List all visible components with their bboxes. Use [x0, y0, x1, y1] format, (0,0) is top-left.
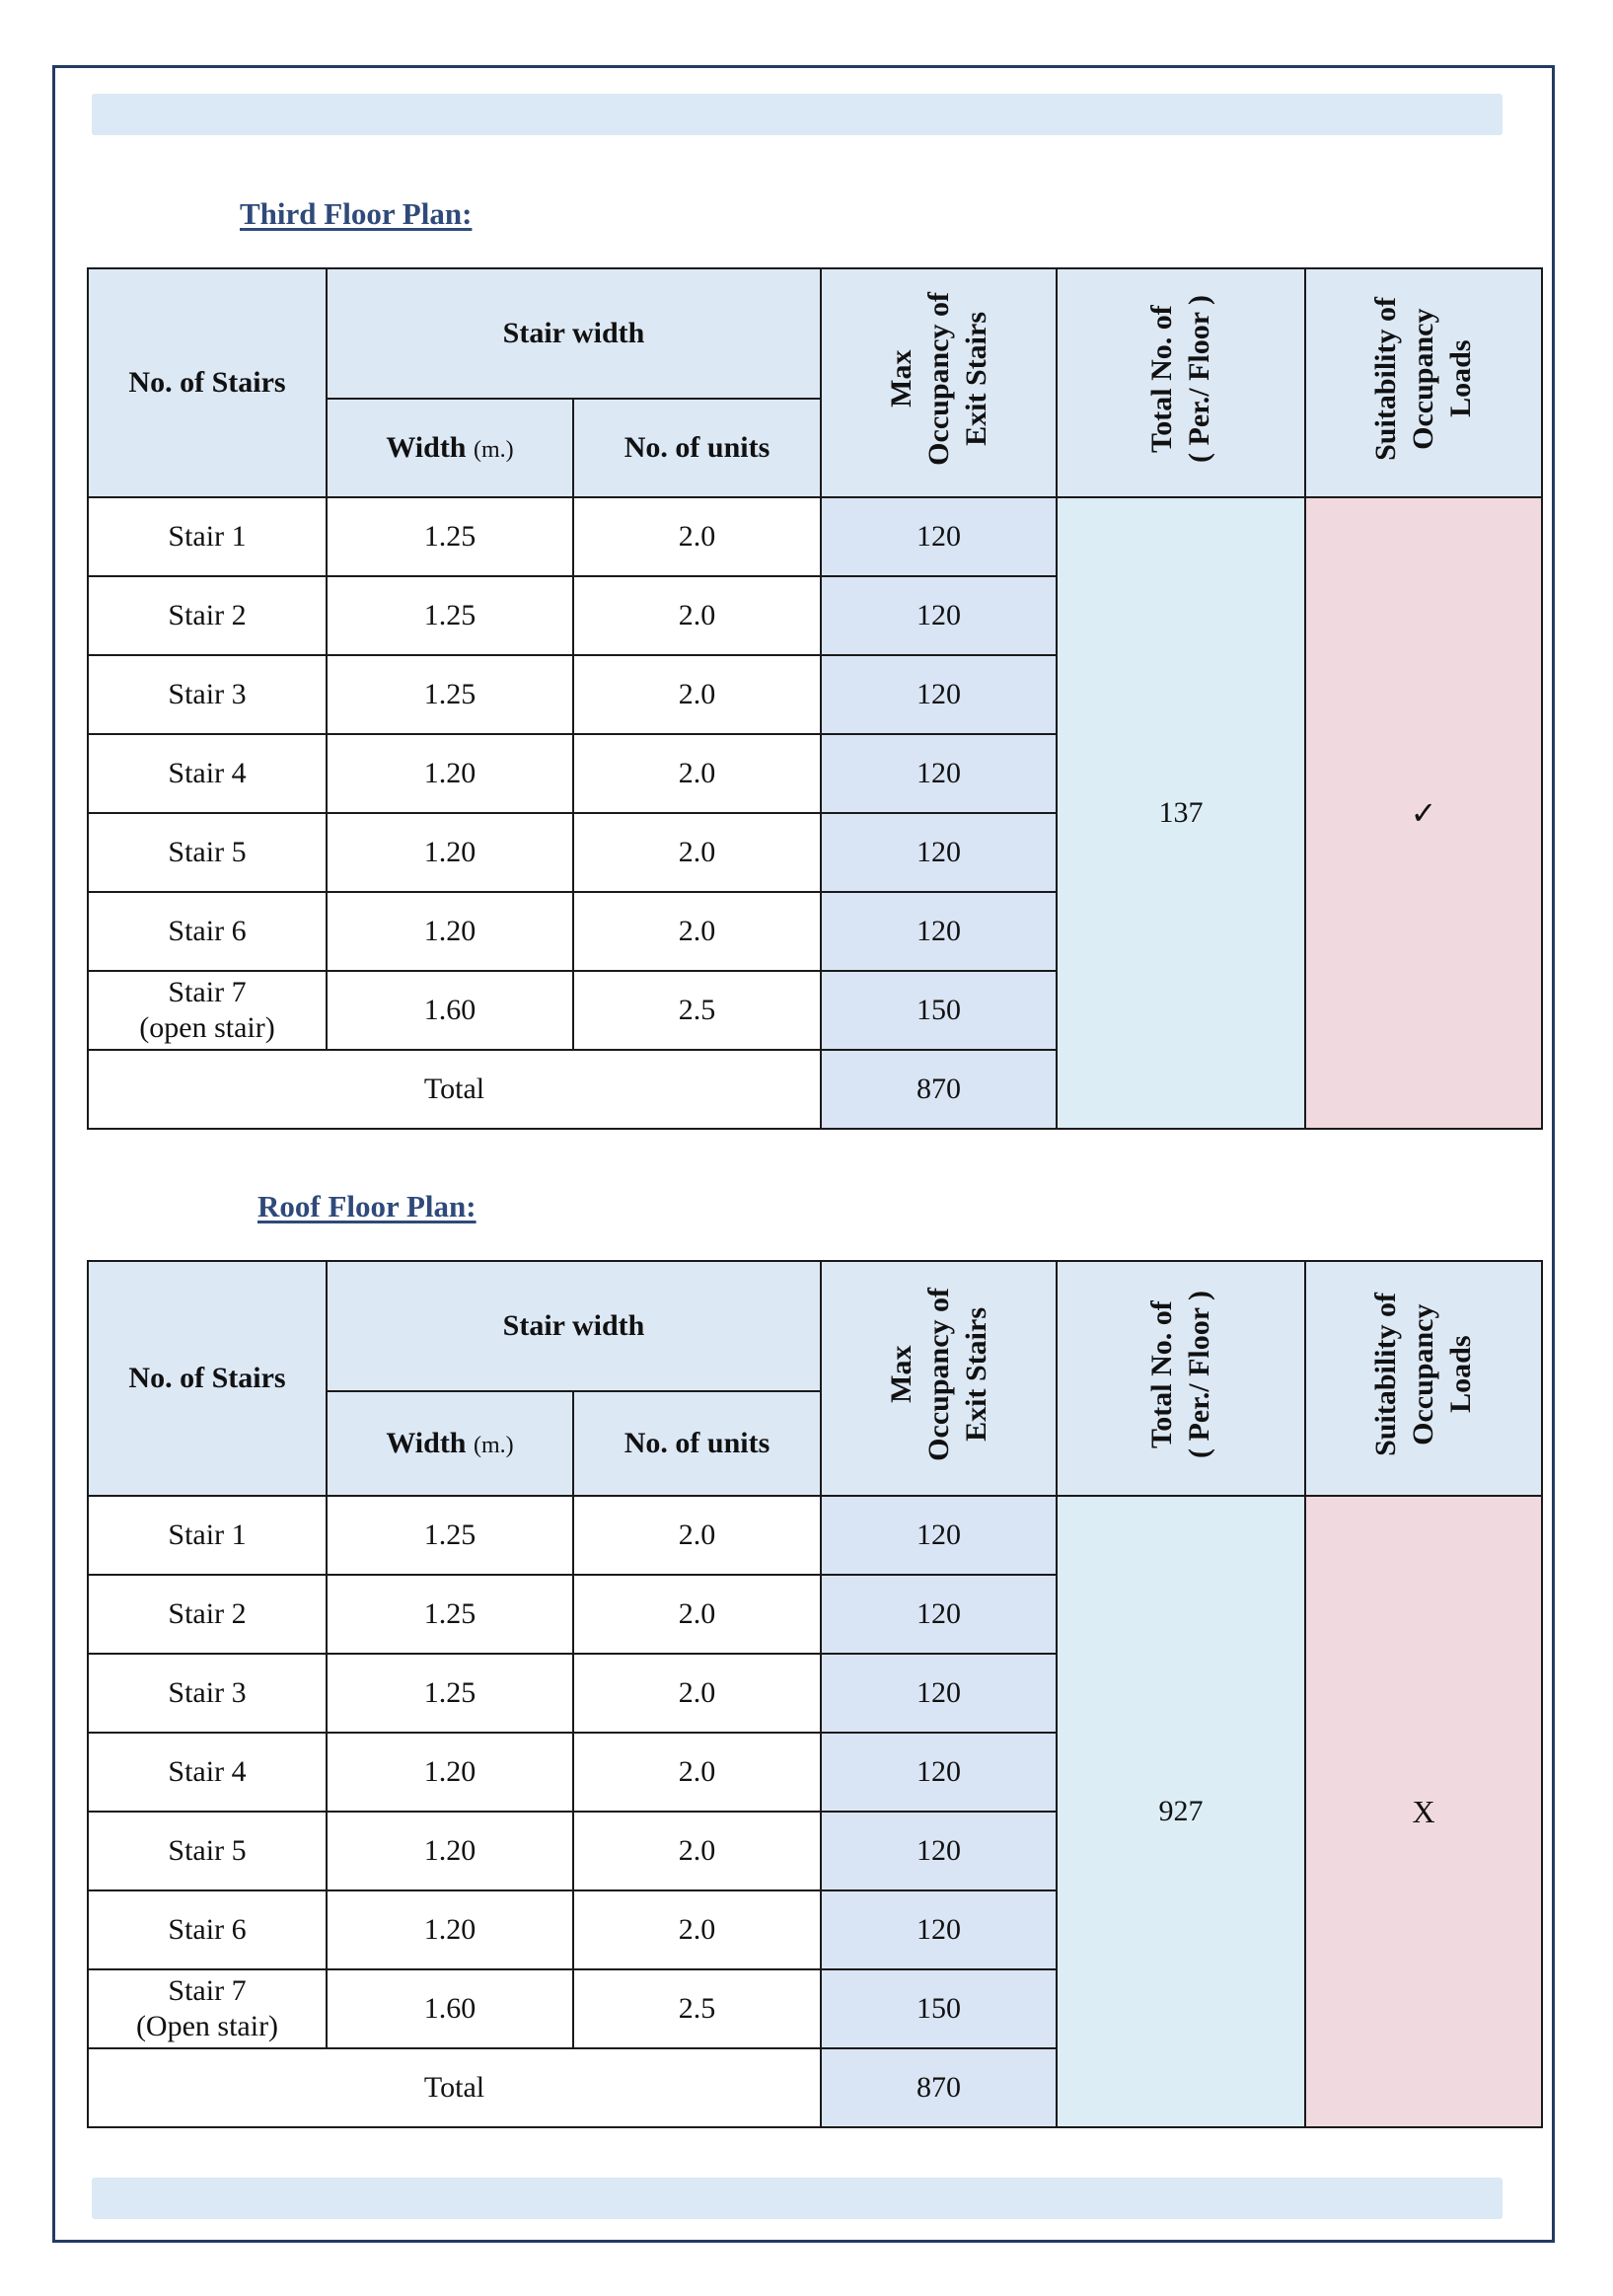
max-occupancy-value: 150 — [821, 971, 1057, 1050]
max-occupancy-value: 120 — [821, 1733, 1057, 1812]
stair-units-value: 2.0 — [573, 1496, 821, 1575]
stair-note: (open stair) — [139, 1011, 275, 1044]
section-title-third-floor: Third Floor Plan: — [240, 196, 473, 231]
header-stair-width: Stair width — [327, 268, 821, 399]
stair-name: Stair 3 — [88, 1654, 327, 1733]
stair-units-value: 2.0 — [573, 576, 821, 655]
max-occupancy-value: 150 — [821, 1969, 1057, 2048]
stair-width-value: 1.60 — [327, 971, 573, 1050]
stair-width-value: 1.20 — [327, 1890, 573, 1969]
stair-name: Stair 6 — [88, 892, 327, 971]
table-row — [88, 497, 1542, 576]
check-mark-icon: ✓ — [1410, 795, 1437, 831]
suitability-mark — [1305, 497, 1542, 1129]
max-occupancy-value: 120 — [821, 1890, 1057, 1969]
stair-name: Stair 6 — [88, 1890, 327, 1969]
stair-width-value: 1.25 — [327, 1496, 573, 1575]
suitability-mark — [1305, 1496, 1542, 2127]
header-suitability: Suitability of Occupancy Loads — [1305, 268, 1542, 497]
total-label: Total — [88, 2048, 821, 2127]
max-occupancy-value: 120 — [821, 1812, 1057, 1890]
section-title-roof-floor: Roof Floor Plan: — [257, 1189, 477, 1223]
header-no-of-units: No. of units — [573, 1391, 821, 1496]
total-per-floor-value: 137 — [1057, 497, 1305, 1129]
stairs-table-third-floor — [87, 267, 1543, 1130]
x-mark-icon: X — [1412, 1793, 1435, 1829]
stair-units-value: 2.0 — [573, 1575, 821, 1654]
stair-width-value: 1.25 — [327, 497, 573, 576]
stair-name: Stair 2 — [88, 576, 327, 655]
header-no-of-stairs: No. of Stairs — [88, 268, 327, 497]
stair-name: Stair 5 — [88, 1812, 327, 1890]
max-occupancy-value: 120 — [821, 1654, 1057, 1733]
stair-name: Stair 7 (open stair) — [88, 971, 327, 1050]
stair-width-value: 1.20 — [327, 813, 573, 892]
stair-width-value: 1.20 — [327, 892, 573, 971]
max-occupancy-value: 120 — [821, 1496, 1057, 1575]
stair-units-value: 2.0 — [573, 1890, 821, 1969]
stair-name: Stair 7 (Open stair) — [88, 1969, 327, 2048]
stair-name: Stair 2 — [88, 1575, 327, 1654]
stair-width-value: 1.20 — [327, 734, 573, 813]
stair-units-value: 2.0 — [573, 813, 821, 892]
stair-name: Stair 1 — [88, 497, 327, 576]
table-row — [88, 1496, 1542, 1575]
total-max-occupancy: 870 — [821, 2048, 1057, 2127]
table-body — [88, 1496, 1542, 2127]
stair-width-value: 1.60 — [327, 1969, 573, 2048]
stair-width-value: 1.20 — [327, 1812, 573, 1890]
stair-name: Stair 1 — [88, 1496, 327, 1575]
stair-units-value: 2.5 — [573, 971, 821, 1050]
stair-units-value: 2.5 — [573, 1969, 821, 2048]
max-occupancy-value: 120 — [821, 813, 1057, 892]
stair-units-value: 2.0 — [573, 892, 821, 971]
header-suitability: Suitability of Occupancy Loads — [1305, 1261, 1542, 1496]
max-occupancy-value: 120 — [821, 497, 1057, 576]
stair-units-value: 2.0 — [573, 497, 821, 576]
stairs-table-roof-floor — [87, 1260, 1543, 2128]
max-occupancy-value: 120 — [821, 655, 1057, 734]
stair-units-value: 2.0 — [573, 1654, 821, 1733]
header-no-of-units: No. of units — [573, 399, 821, 497]
header-band — [92, 94, 1503, 135]
max-occupancy-value: 120 — [821, 576, 1057, 655]
max-occupancy-value: 120 — [821, 734, 1057, 813]
table-body — [88, 497, 1542, 1129]
header-max-occupancy: Max Occupancy of Exit Stairs — [821, 1261, 1057, 1496]
header-no-of-stairs: No. of Stairs — [88, 1261, 327, 1496]
stair-units-value: 2.0 — [573, 1812, 821, 1890]
header-width: Width (m.) — [327, 399, 573, 497]
header-width: Width (m.) — [327, 1391, 573, 1496]
stair-width-value: 1.25 — [327, 576, 573, 655]
stair-units-value: 2.0 — [573, 734, 821, 813]
total-max-occupancy: 870 — [821, 1050, 1057, 1129]
stair-name: Stair 5 — [88, 813, 327, 892]
header-stair-width: Stair width — [327, 1261, 821, 1391]
stair-name: Stair 4 — [88, 1733, 327, 1812]
header-total-per-floor: Total No. of ( Per./ Floor ) — [1057, 268, 1305, 497]
header-max-occupancy: Max Occupancy of Exit Stairs — [821, 268, 1057, 497]
total-label: Total — [88, 1050, 821, 1129]
stair-width-value: 1.25 — [327, 655, 573, 734]
footer-band — [92, 2178, 1503, 2219]
stair-name: Stair 3 — [88, 655, 327, 734]
stair-note: (Open stair) — [135, 2010, 279, 2042]
max-occupancy-value: 120 — [821, 892, 1057, 971]
stair-width-value: 1.20 — [327, 1733, 573, 1812]
total-per-floor-value: 927 — [1057, 1496, 1305, 2127]
header-total-per-floor: Total No. of ( Per./ Floor ) — [1057, 1261, 1305, 1496]
stair-name: Stair 4 — [88, 734, 327, 813]
stair-units-value: 2.0 — [573, 1733, 821, 1812]
stair-units-value: 2.0 — [573, 655, 821, 734]
stair-width-value: 1.25 — [327, 1654, 573, 1733]
stair-width-value: 1.25 — [327, 1575, 573, 1654]
max-occupancy-value: 120 — [821, 1575, 1057, 1654]
